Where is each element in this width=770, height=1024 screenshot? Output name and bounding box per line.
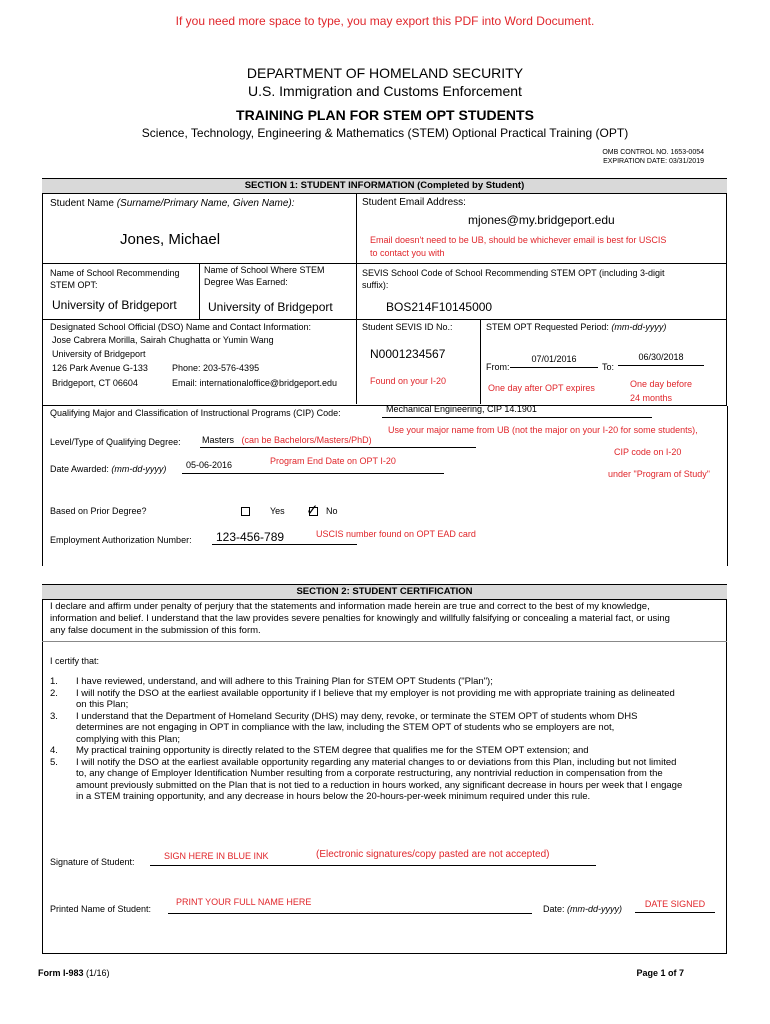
- date-signed-field[interactable]: DATE SIGNED: [635, 899, 715, 913]
- school-degree-value[interactable]: University of Bridgeport: [208, 300, 333, 314]
- email-value[interactable]: mjones@my.bridgeport.edu: [468, 213, 615, 227]
- school-degree-label-2: Degree Was Earned:: [204, 277, 288, 287]
- certification-item-line: I have reviewed, understand, and will adhere to this Training Plan for STEM OPT Students ("Plan");: [76, 676, 493, 687]
- cip-note-2: under "Program of Study": [608, 469, 710, 479]
- sevis-id-note: Found on your I-20: [370, 376, 447, 386]
- dso-email: Email: internationaloffice@bridgeport.edu: [172, 378, 338, 388]
- sevis-id-label: Student SEVIS ID No.:: [362, 322, 453, 332]
- check-mark-icon: ✓: [306, 502, 319, 519]
- certification-item-number: 3.: [50, 710, 58, 722]
- export-notice: If you need more space to type, you may export this PDF into Word Document.: [175, 14, 595, 28]
- agency-heading: U.S. Immigration and Customs Enforcement: [248, 83, 522, 99]
- sevis-school-label-2: suffix):: [362, 280, 389, 290]
- signature-placeholder: SIGN HERE IN BLUE INK: [164, 851, 269, 861]
- certification-item-line: I will notify the DSO at the earliest available opportunity regarding any material changes to or deviations from this Plan, including but not limited: [76, 756, 677, 768]
- certification-item-line: I understand that the Department of Homeland Security (DHS) may deny, revoke, or terminate the STEM OPT of students whom DHS: [76, 710, 638, 722]
- certification-item-text: [76, 711, 637, 746]
- certification-item: [50, 688, 730, 711]
- prior-degree-label: Based on Prior Degree?: [50, 506, 147, 516]
- school-rec-value[interactable]: University of Bridgeport: [52, 298, 177, 312]
- degree-label: Level/Type of Qualifying Degree:: [50, 437, 181, 447]
- major-note: Use your major name from UB (not the major on your I-20 for some students),: [388, 425, 698, 435]
- student-name-value[interactable]: Jones, Michael: [120, 231, 221, 248]
- signature-label: Signature of Student:: [50, 857, 135, 867]
- form-number: Form I-983 (1/16): [38, 968, 110, 978]
- certification-item-line: amount previously submitted on the Plan that is not tied to a reduction in hours worked, any significant decrease in hours per week that I engage: [76, 779, 683, 791]
- certification-item-line: complying with this Plan;: [76, 733, 181, 745]
- certification-item-line: My practical training opportunity is directly related to the STEM degree that qualifies me for the STEM OPT extension; and: [76, 745, 589, 756]
- certification-item-text: [76, 676, 493, 688]
- certification-item-text: [76, 757, 682, 803]
- email-label: Student Email Address:: [362, 197, 466, 208]
- date-awarded-field[interactable]: 05-06-2016: [182, 460, 444, 474]
- form-title: TRAINING PLAN FOR STEM OPT STUDENTS: [236, 107, 534, 123]
- from-label: From:: [486, 362, 510, 372]
- date-awarded-note: Program End Date on OPT I-20: [270, 456, 396, 466]
- sevis-school-label: SEVIS School Code of School Recommending STEM OPT (including 3-digit: [362, 268, 665, 278]
- certify-label: I certify that:: [50, 656, 100, 666]
- email-note: Email doesn't need to be UB, should be whichever email is best for USCIS: [370, 235, 667, 245]
- department-heading: DEPARTMENT OF HOMELAND SECURITY: [246, 65, 524, 81]
- from-note: One day after OPT expires: [488, 383, 595, 393]
- certification-item-number: 4.: [50, 745, 58, 756]
- major-label: Qualifying Major and Classification of Instructional Programs (CIP) Code:: [50, 408, 341, 418]
- section1-title: SECTION 1: STUDENT INFORMATION (Completed by Student): [42, 178, 727, 194]
- omb-control: OMB CONTROL NO. 1653-0054: [602, 149, 704, 156]
- expiration-date: EXPIRATION DATE: 03/31/2019: [603, 158, 704, 165]
- ead-field[interactable]: 123-456-789: [212, 530, 357, 545]
- dso-label: Designated School Official (DSO) Name and Contact Information:: [50, 322, 311, 332]
- yes-checkbox[interactable]: [241, 507, 250, 516]
- no-label: No: [326, 506, 338, 516]
- cip-note: CIP code on I-20: [614, 447, 682, 457]
- certification-item-line: in a STEM training opportunity, and any decrease in hours below the 20-hours-per-week minimum required under this rule.: [76, 791, 591, 802]
- certification-item-number: 1.: [50, 676, 58, 687]
- school-rec-label-2: STEM OPT:: [50, 280, 98, 290]
- dso-phone: Phone: 203-576-4395: [172, 363, 260, 373]
- school-degree-label: Name of School Where STEM: [204, 265, 325, 275]
- to-note: One day before: [630, 379, 693, 389]
- to-date-field[interactable]: 06/30/2018: [618, 352, 704, 366]
- dso-city: Bridgeport, CT 06604: [52, 378, 138, 388]
- yes-label: Yes: [270, 506, 285, 516]
- certification-item-line: on this Plan;: [76, 699, 129, 710]
- school-rec-label: Name of School Recommending: [50, 268, 180, 278]
- ead-note: USCIS number found on OPT EAD card: [316, 529, 476, 539]
- section2-title: SECTION 2: STUDENT CERTIFICATION: [42, 584, 727, 600]
- certification-item: [50, 676, 730, 688]
- page-number: Page 1 of 7: [636, 968, 684, 978]
- certification-item-line: I will notify the DSO at the earliest available opportunity if I believe that my employer is not providing me with appropriate training as delineated: [76, 687, 675, 699]
- dso-address: 126 Park Avenue G-133: [52, 363, 148, 373]
- to-label: To:: [602, 362, 615, 372]
- certification-item-number: 5.: [50, 756, 58, 768]
- certification-item-line: determines are not engaging in OPT in compliance with the law, including the STEM OPT of students who se employers are not,: [76, 722, 615, 733]
- sevis-school-value[interactable]: BOS214F10145000: [386, 300, 493, 314]
- to-note-2: 24 months: [630, 393, 673, 403]
- period-label: STEM OPT Requested Period: (mm-dd-yyyy): [486, 322, 667, 332]
- certification-item: [50, 711, 730, 746]
- date-label: Date: (mm-dd-yyyy): [543, 904, 623, 914]
- from-date-field[interactable]: 07/01/2016: [510, 354, 598, 368]
- email-note-2: to contact you with: [370, 248, 445, 258]
- degree-field[interactable]: Masters (can be Bachelors/Masters/PhD): [200, 435, 476, 448]
- printed-name-placeholder: PRINT YOUR FULL NAME HERE: [176, 897, 312, 907]
- certification-item: [50, 745, 730, 757]
- sevis-id-value[interactable]: N0001234567: [370, 347, 446, 361]
- dso-school: University of Bridgeport: [52, 349, 146, 359]
- declaration: I declare and affirm under penalty of perjury that the statements and information made herein are true and correct to the best of my knowledge, information and belief. I understand that the law provides severe penalties for knowingly and willfully falsifying or concealing a material fact, or using any false document in the submission of this form.: [50, 601, 670, 636]
- certification-item: [50, 757, 730, 803]
- date-awarded-label: Date Awarded: (mm-dd-yyyy): [50, 464, 167, 474]
- certification-item-text: [76, 688, 675, 711]
- student-name-label: Student Name (Surname/Primary Name, Given Name):: [50, 198, 295, 209]
- certification-item-text: [76, 745, 589, 757]
- printed-name-label: Printed Name of Student:: [50, 904, 152, 914]
- ead-label: Employment Authorization Number:: [50, 535, 192, 545]
- dso-names: Jose Cabrera Morilla, Sairah Chughatta or Yumin Wang: [52, 335, 274, 345]
- certification-item-number: 2.: [50, 687, 58, 699]
- major-field[interactable]: Mechanical Engineering, CIP 14.1901: [382, 404, 652, 418]
- signature-note: (Electronic signatures/copy pasted are not accepted): [316, 849, 550, 860]
- certification-item-line: to, any change of Employer Identification Number resulting from a corporate restructuring, any nontrivial reduction in compensation from the: [76, 768, 663, 779]
- certification-list: [50, 676, 730, 803]
- form-subtitle: Science, Technology, Engineering & Mathematics (STEM) Optional Practical Training (OPT): [141, 126, 629, 140]
